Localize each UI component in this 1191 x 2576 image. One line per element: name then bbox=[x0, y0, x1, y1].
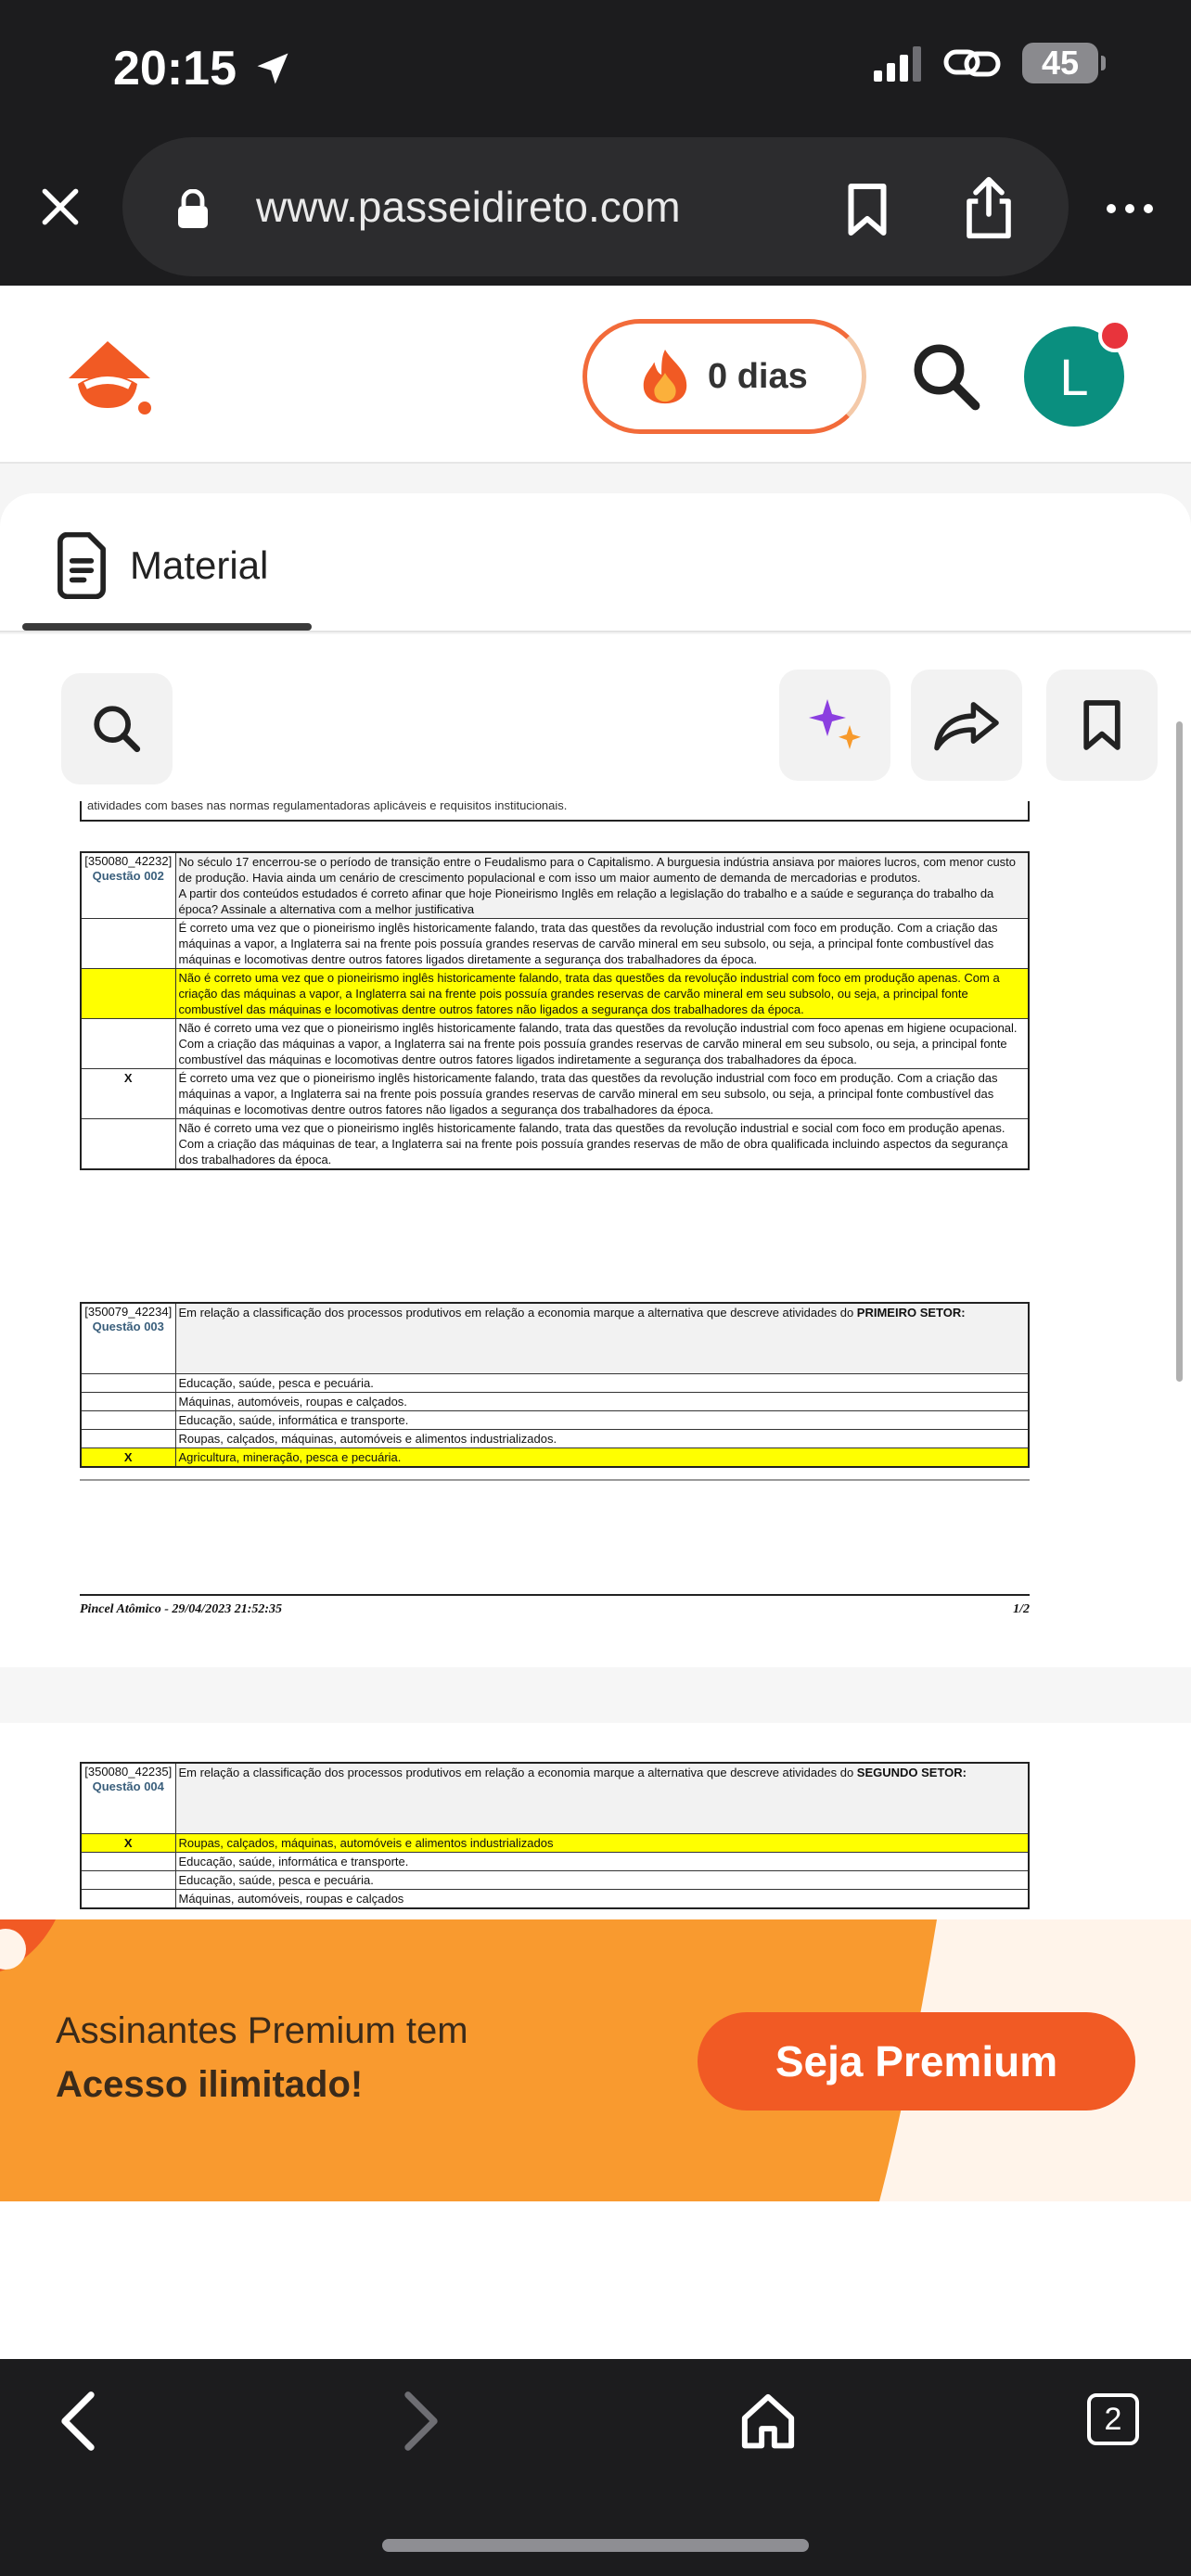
sparkle-icon bbox=[801, 692, 868, 759]
option-mark: X bbox=[81, 1833, 175, 1852]
footer-timestamp: Pincel Atômico - 29/04/2023 21:52:35 bbox=[80, 1602, 283, 1616]
cut-text: atividades com bases nas normas regulamentadoras aplicáveis e requisitos institucionais. bbox=[87, 801, 568, 812]
bookmark-icon[interactable] bbox=[844, 182, 890, 237]
question-label: Questão 003 bbox=[92, 1320, 164, 1333]
promo-subheadline: Acesso ilimitado! bbox=[56, 2064, 364, 2105]
cut-row bbox=[80, 801, 1030, 822]
status-time: 20:15 bbox=[113, 42, 237, 96]
blank-area bbox=[0, 2201, 1191, 2359]
question-text-cell bbox=[175, 852, 1029, 919]
question-row bbox=[81, 852, 1029, 919]
question-text: No século 17 encerrou-se o período de transição entre o Feudalismo para o Capitalismo. A burguesia indústria ansiava por maiores lucros, com menor custo de produção. Havia ainda um cenário de crescimento populacional e com isso um maior aumento de demanda de mercadorias e produtos. bbox=[178, 855, 1017, 885]
scrollbar-thumb[interactable] bbox=[1176, 721, 1183, 1382]
notification-dot bbox=[1098, 319, 1132, 352]
doc-search-button[interactable] bbox=[61, 673, 173, 784]
share-arrow-icon bbox=[932, 697, 1001, 753]
option-row-selected[interactable] bbox=[81, 1833, 1029, 1852]
option-text: Agricultura, mineração, pesca e pecuária. bbox=[175, 1447, 1029, 1467]
streak-counter[interactable] bbox=[583, 319, 866, 434]
option-row[interactable] bbox=[81, 1870, 1029, 1889]
option-mark bbox=[81, 1870, 175, 1889]
tab-material[interactable]: Material bbox=[130, 543, 269, 587]
question-text-cell bbox=[175, 1303, 1029, 1373]
more-icon[interactable] bbox=[1104, 197, 1156, 221]
option-text: Máquinas, automóveis, roupas e calçados. bbox=[175, 1392, 1029, 1410]
section-divider bbox=[80, 1479, 1030, 1481]
option-row-selected[interactable] bbox=[81, 1069, 1029, 1119]
option-mark bbox=[81, 1119, 175, 1170]
option-mark bbox=[81, 1392, 175, 1410]
lock-icon bbox=[176, 189, 210, 230]
option-row[interactable] bbox=[81, 1373, 1029, 1392]
logo-icon[interactable] bbox=[65, 338, 158, 417]
avatar[interactable]: L bbox=[1024, 326, 1124, 427]
question-002 bbox=[80, 851, 1030, 1170]
option-row[interactable] bbox=[81, 919, 1029, 969]
option-row-selected[interactable] bbox=[81, 1447, 1029, 1467]
option-text: Educação, saúde, pesca e pecuária. bbox=[175, 1373, 1029, 1392]
status-icons bbox=[874, 43, 1098, 83]
document-viewer[interactable] bbox=[0, 634, 1191, 1919]
promo-headline: Assinantes Premium tem bbox=[56, 2010, 468, 2051]
option-text: Educação, saúde, informática e transporte. bbox=[175, 1852, 1029, 1870]
option-mark: X bbox=[81, 1069, 175, 1119]
question-emphasis: SEGUNDO SETOR: bbox=[856, 1766, 967, 1779]
ai-sparkle-button[interactable] bbox=[779, 670, 890, 781]
forward-icon[interactable] bbox=[399, 2391, 443, 2452]
page-1 bbox=[80, 801, 1030, 822]
question-003 bbox=[80, 1302, 1030, 1481]
option-text: Não é correto uma vez que o pioneirismo inglês historicamente falando, trata das questões da revolução industrial com foco em produção apenas. Com a criação das máquinas a vapor, a Inglaterra sai na frente pois possuía grandes reservas de carvão mineral em seu subsolo, ou seja, a principal fonte combustível das máquinas e locomotivas dentre outros fatores não ligados a segurança dos trabalhadores da época. bbox=[175, 969, 1029, 1019]
option-text: Roupas, calçados, máquinas, automóveis e alimentos industrializados bbox=[175, 1833, 1029, 1852]
home-indicator bbox=[382, 2539, 809, 2552]
option-row[interactable] bbox=[81, 1019, 1029, 1069]
option-mark bbox=[81, 1410, 175, 1429]
option-text: É correto uma vez que o pioneirismo inglês historicamente falando, trata das questões da revolução industrial com foco em produção. Com a criação das máquinas a vapor, a Inglaterra sai na frente pois possuía grandes reservas de carvão mineral em seu subsolo, ou seja, a principal fonte combustível das máquinas e locomotivas dentre outros fatores não ligados a segurança dos trabalhadores da época. bbox=[175, 1069, 1029, 1119]
tab-active-indicator bbox=[22, 623, 312, 631]
option-row[interactable] bbox=[81, 1119, 1029, 1170]
option-mark bbox=[81, 1889, 175, 1908]
question-id: [350080_42232] bbox=[84, 854, 173, 868]
question-emphasis: PRIMEIRO SETOR: bbox=[856, 1306, 966, 1320]
option-row[interactable] bbox=[81, 1852, 1029, 1870]
question-id-cell bbox=[81, 852, 175, 919]
option-text: Não é correto uma vez que o pioneirismo inglês historicamente falando, trata das questões da revolução industrial com foco apenas em higiene ocupacional. Com a criação das máquinas a vapor, a Inglaterra sai na frente pois possuía grandes reservas de carvão mineral em seu subsolo, ou seja, a principal fonte combustível das máquinas e locomotivas dentre outros fatores ligados indiretamente a segurança dos trabalhadores da época. bbox=[175, 1019, 1029, 1069]
question-table bbox=[80, 1762, 1030, 1909]
question-id-cell bbox=[81, 1303, 175, 1373]
option-mark bbox=[81, 969, 175, 1019]
option-mark: X bbox=[81, 1447, 175, 1467]
page-footer bbox=[80, 1602, 1030, 1617]
share-icon[interactable] bbox=[963, 174, 1015, 241]
signal-icon bbox=[874, 45, 922, 82]
tabs-button[interactable]: 2 bbox=[1087, 2393, 1139, 2445]
option-row-highlighted[interactable] bbox=[81, 969, 1029, 1019]
close-icon[interactable] bbox=[37, 184, 83, 230]
question-row bbox=[81, 1303, 1029, 1373]
question-id: [350080_42235] bbox=[84, 1765, 173, 1779]
page-footer-line bbox=[80, 1594, 1030, 1596]
option-row[interactable] bbox=[81, 1392, 1029, 1410]
bookmark-icon bbox=[1080, 697, 1124, 753]
location-arrow-icon bbox=[252, 48, 293, 89]
search-icon bbox=[90, 702, 144, 756]
option-text: É correto uma vez que o pioneirismo inglês historicamente falando, trata das questões da revolução industrial com foco em produção. Com a criação das máquinas a vapor, a Inglaterra sai na frente pois possuía grandes reservas de carvão mineral em seu subsolo, ou seja, a principal fonte combustível das máquinas e locomotivas dentre outros fatores ligados diretamente a segurança dos trabalhadores da época. bbox=[175, 919, 1029, 969]
option-text: Educação, saúde, informática e transporte. bbox=[175, 1410, 1029, 1429]
save-doc-button[interactable] bbox=[1046, 670, 1158, 781]
back-icon[interactable] bbox=[56, 2391, 100, 2452]
question-table bbox=[80, 851, 1030, 1170]
option-row[interactable] bbox=[81, 1429, 1029, 1447]
option-text: Educação, saúde, pesca e pecuária. bbox=[175, 1870, 1029, 1889]
question-text-cell bbox=[175, 1763, 1029, 1833]
home-icon[interactable] bbox=[740, 2391, 796, 2450]
question-text: Em relação a classificação dos processos produtivos em relação a economia marque a alternativa que descreve atividades do bbox=[178, 1766, 857, 1779]
document-icon bbox=[52, 532, 111, 599]
footer-page-number: 1/2 bbox=[1013, 1602, 1030, 1616]
question-label: Questão 002 bbox=[92, 869, 164, 883]
question-row bbox=[81, 1763, 1029, 1833]
battery-indicator: 45 bbox=[1022, 43, 1098, 83]
option-text: Roupas, calçados, máquinas, automóveis e alimentos industrializados. bbox=[175, 1429, 1029, 1447]
question-label: Questão 004 bbox=[92, 1779, 164, 1793]
option-mark bbox=[81, 1373, 175, 1392]
option-row[interactable] bbox=[81, 1410, 1029, 1429]
question-table bbox=[80, 1302, 1030, 1468]
page-gap bbox=[0, 1667, 1191, 1723]
option-text: Não é correto uma vez que o pioneirismo inglês historicamente falando, trata das questões da revolução industrial e social com foco em produção apenas. Com a criação das máquinas de tear, a Inglaterra sai na frente pois possuía grandes reservas de mão de obra qualificada incluindo aspectos da segurança dos trabalhadores da época. bbox=[175, 1119, 1029, 1170]
url-text: www.passeidireto.com bbox=[256, 183, 681, 231]
fire-icon bbox=[639, 348, 691, 405]
question-text: Em relação a classificação dos processos produtivos em relação a economia marque a alternativa que descreve atividades do bbox=[178, 1306, 857, 1320]
share-doc-button[interactable] bbox=[911, 670, 1022, 781]
option-row[interactable] bbox=[81, 1889, 1029, 1908]
option-text: Máquinas, automóveis, roupas e calçados bbox=[175, 1889, 1029, 1908]
question-004 bbox=[80, 1762, 1030, 1909]
question-id: [350079_42234] bbox=[84, 1305, 173, 1319]
option-mark bbox=[81, 1019, 175, 1069]
option-mark bbox=[81, 919, 175, 969]
link-icon bbox=[942, 45, 1002, 82]
streak-label: 0 dias bbox=[708, 356, 808, 396]
option-mark bbox=[81, 1852, 175, 1870]
option-mark bbox=[81, 1429, 175, 1447]
premium-button[interactable]: Seja Premium bbox=[698, 2012, 1135, 2111]
question-text-2: A partir dos conteúdos estudados é correto afinar que hoje Pioneirismo Inglês em relação a legislação do trabalho e a saúde e segurança do trabalho da época? Assinale a alternativa com a melhor justificativa bbox=[178, 886, 994, 916]
question-id-cell bbox=[81, 1763, 175, 1833]
search-icon[interactable] bbox=[909, 339, 981, 412]
